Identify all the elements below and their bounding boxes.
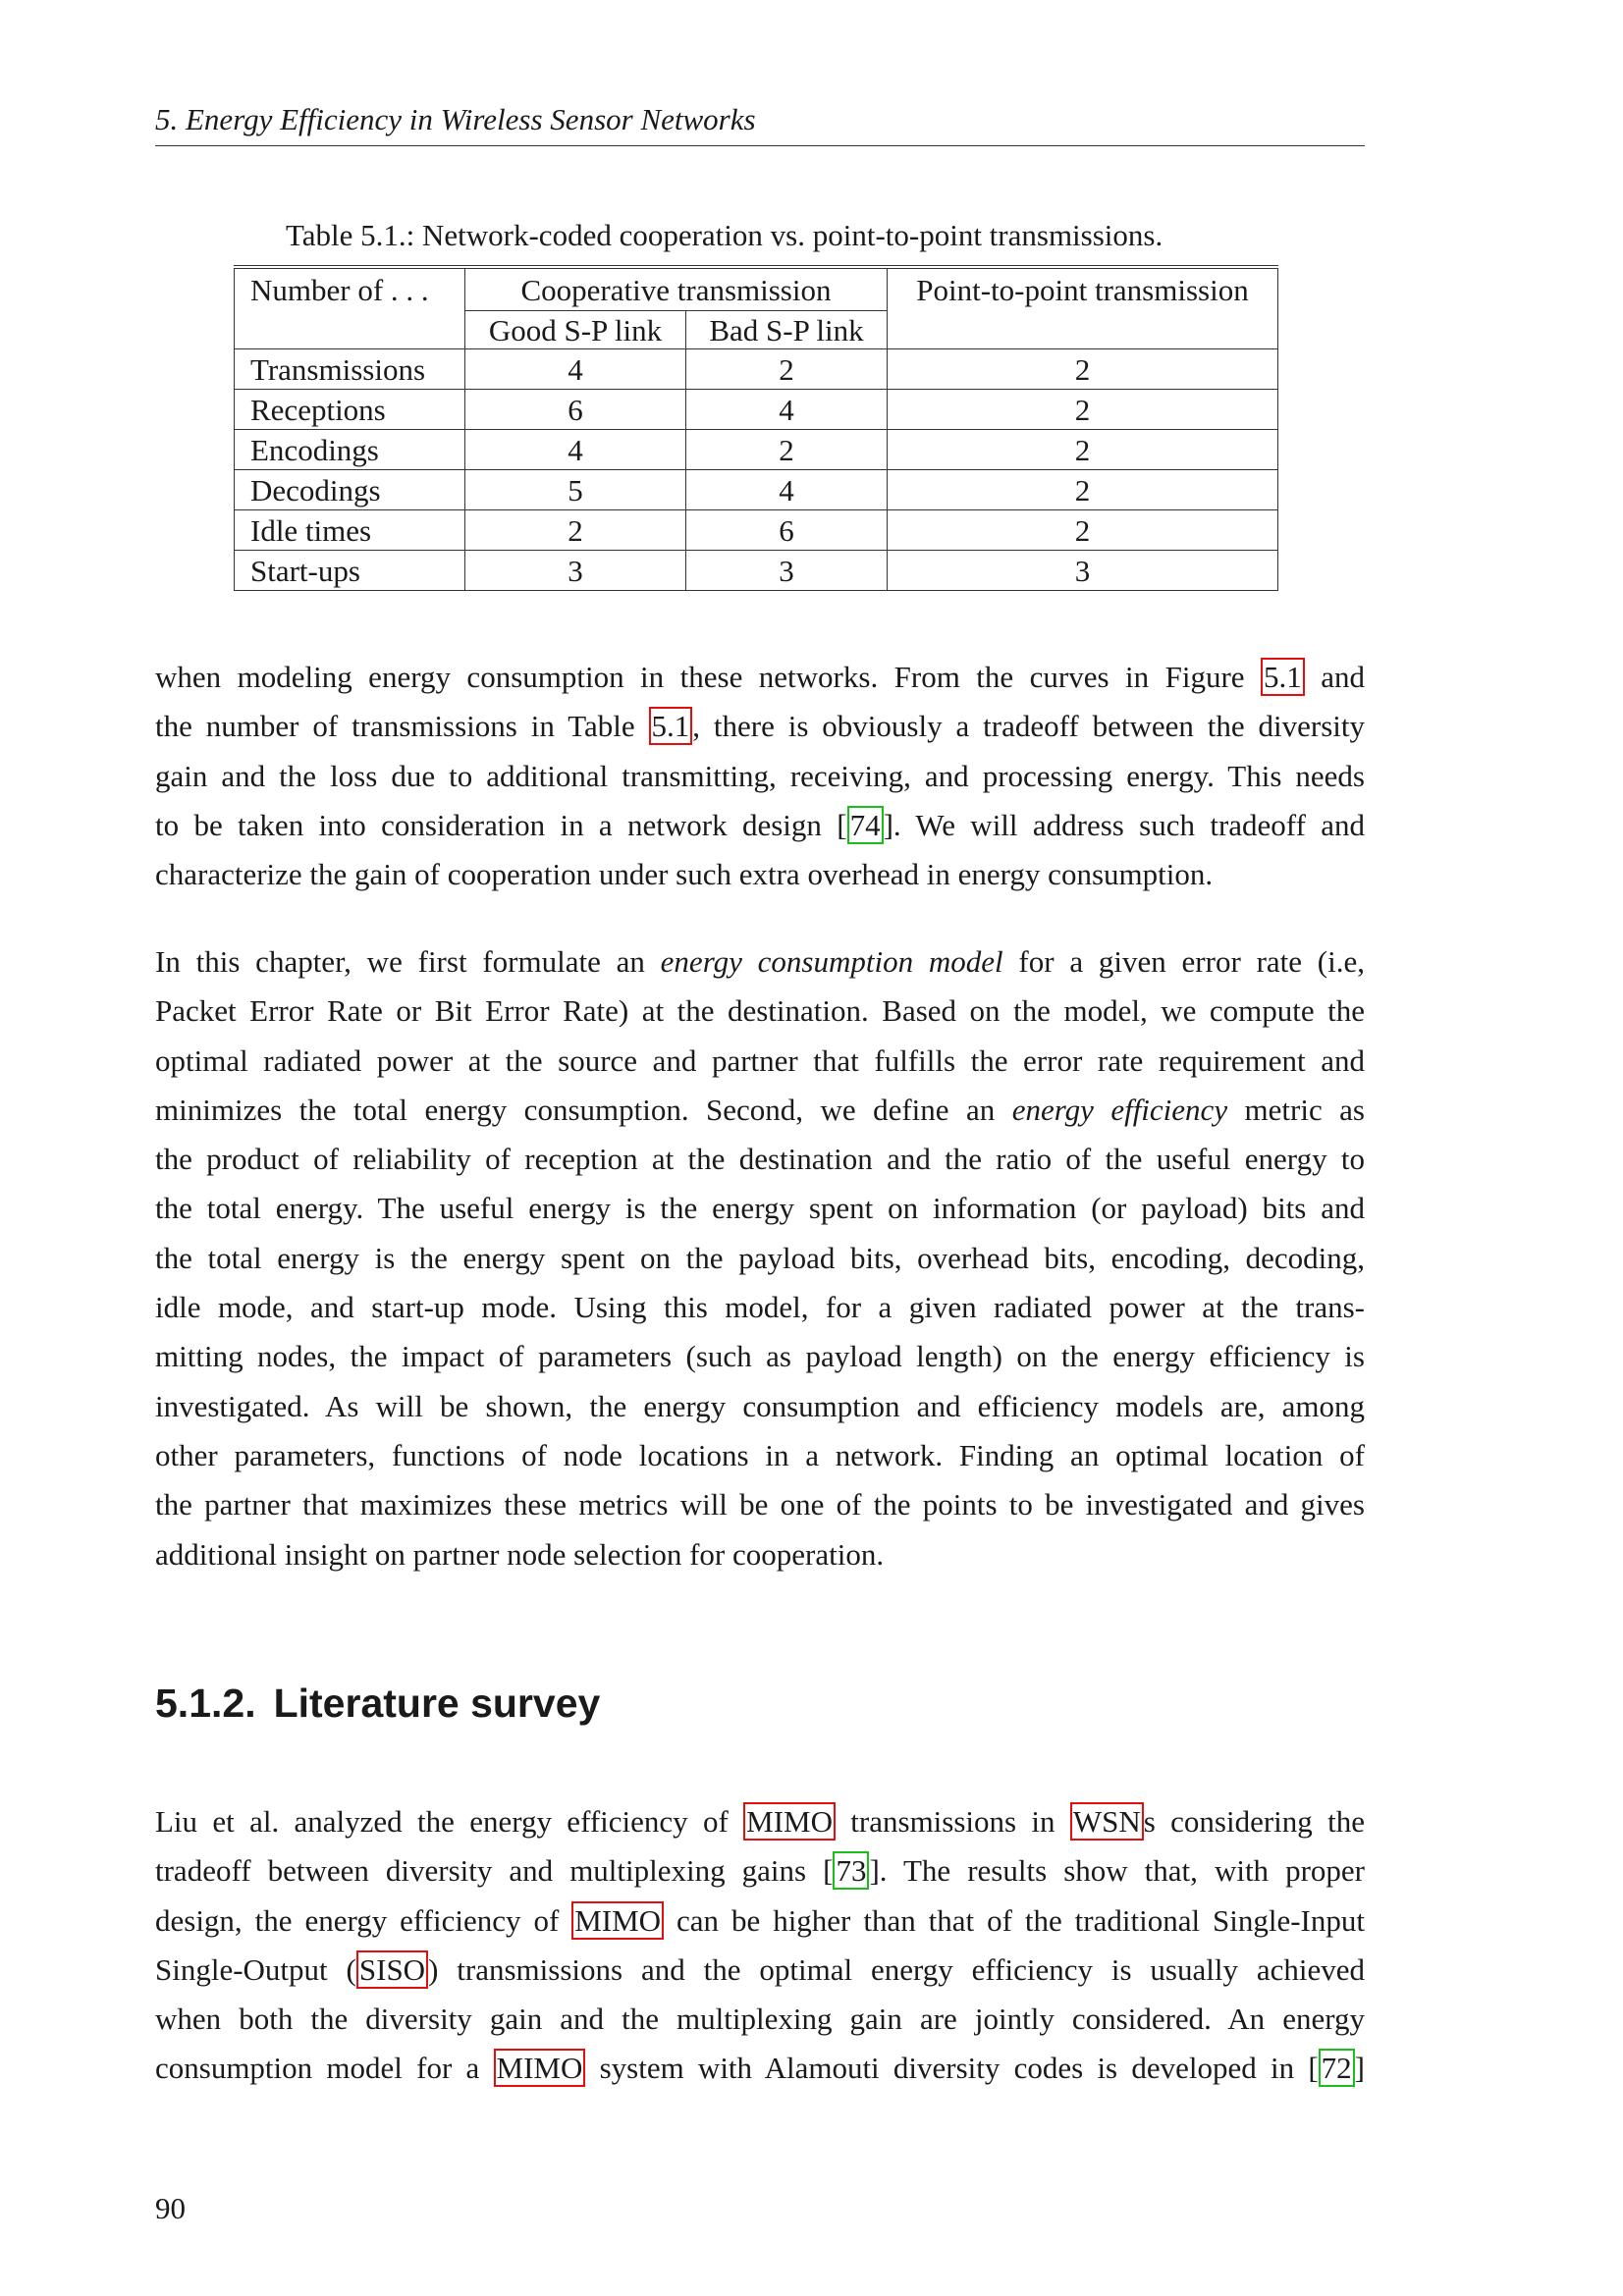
section-title: Literature survey (273, 1681, 601, 1726)
cell-good: 2 (465, 510, 686, 551)
cell-good: 4 (465, 349, 686, 390)
paragraph-1: when modeling energy consumption in these networks. From the curves in Figure 5.1 and the number of transmissions in Table 5.1, there is obviously a tradeoff between the diversity gain and the loss due to additional transmitting, receiving, and processing energy. This needs to be taken into consideration in a network design [74]. We will address such tradeoff and characterize the gain of cooperation under such extra overhead in energy consumption. (155, 660, 1365, 892)
section-heading (155, 1681, 600, 1727)
acronym-link[interactable]: SISO (356, 1950, 428, 1989)
paragraph-2: In this chapter, we first formulate an energy consumption model for a given error rate (i.e, Packet Error Rate or Bit Error Rate) at the destination. Based on the model, we compute the optimal radiated power at the source and partner that fulfills the error rate requirement and minimizes the total energy consumption. Second, we define an energy efficiency metric as the product of reliability of reception at the destination and the ratio of the useful energy to the total energy. The useful energy is the energy spent on information (or payload) bits and the total energy is the energy spent on the payload bits, overhead bits, encoding, decoding, idle mode, and start-up mode. Using this model, for a given radiated power at the trans- mitting nodes, the impact of parameters (such as payload length) on the energy efficiency is investigated. As will be shown, the energy consumption and efficiency models are, among other parameters, functions of node locations in a network. Finding an optimal location of the partner that maximizes these metrics will be one of the points to be investigated and gives additional insight on partner node selection for cooperation. (155, 944, 1365, 1572)
table-header-row (235, 267, 1278, 311)
cell-p2p: 2 (888, 470, 1278, 510)
cell-p2p: 2 (888, 390, 1278, 430)
cell-bad: 2 (686, 349, 888, 390)
table-subheader-row (235, 311, 1278, 349)
acronym-link[interactable]: MIMO (494, 2049, 586, 2087)
cell-p2p: 2 (888, 510, 1278, 551)
paragraph-3: Liu et al. analyzed the energy efficiency of MIMO transmissions in WSNs considering the tradeoff between diversity and multiplexing gains [73]. The results show that, with proper design, the energy efficiency of MIMO can be higher than that of the traditional Single-Input Single-Output (SISO) transmissions and the optimal energy efficiency is usually achieved when both the diversity gain and the multiplexing gain are jointly considered. An energy consumption model for a MIMO system with Alamouti diversity codes is developed in [72] (155, 1804, 1365, 2086)
citation-link[interactable]: 72 (1319, 2049, 1355, 2087)
citation-link[interactable]: 74 (847, 806, 884, 844)
cell-good: 3 (465, 551, 686, 591)
row-label: Receptions (235, 390, 465, 430)
table-row (235, 430, 1278, 470)
table-row (235, 349, 1278, 390)
acronym-link[interactable]: WSN (1070, 1802, 1144, 1841)
row-label: Idle times (235, 510, 465, 551)
header-number-of: Number of . . . (235, 267, 465, 311)
row-label: Start-ups (235, 551, 465, 591)
citation-link[interactable]: 73 (833, 1851, 869, 1890)
header-good-sp: Good S-P link (465, 311, 686, 349)
header-cooperative: Cooperative transmission (465, 267, 888, 311)
acronym-link[interactable]: MIMO (571, 1901, 664, 1940)
acronym-link[interactable]: MIMO (743, 1802, 836, 1841)
cell-good: 4 (465, 430, 686, 470)
table-caption: Table 5.1.: Network-coded cooperation vs. point-to-point transmissions. (286, 218, 1163, 252)
row-label: Encodings (235, 430, 465, 470)
running-header-title: 5. Energy Efficiency in Wireless Sensor Networks (155, 102, 756, 136)
cell-p2p: 2 (888, 430, 1278, 470)
cell-bad: 3 (686, 551, 888, 591)
header-bad-sp: Bad S-P link (686, 311, 888, 349)
row-label: Decodings (235, 470, 465, 510)
cell-good: 6 (465, 390, 686, 430)
cell-good: 5 (465, 470, 686, 510)
cell-bad: 6 (686, 510, 888, 551)
cell-p2p: 3 (888, 551, 1278, 591)
page-number: 90 (155, 2191, 186, 2225)
header-point-to-point: Point-to-point transmission (888, 267, 1278, 311)
row-label: Transmissions (235, 349, 465, 390)
section-number: 5.1.2. (155, 1681, 256, 1726)
figure-ref-link[interactable]: 5.1 (1261, 658, 1305, 696)
table-row (235, 470, 1278, 510)
table-row (235, 390, 1278, 430)
cell-bad: 4 (686, 470, 888, 510)
table-row (235, 510, 1278, 551)
cell-bad: 2 (686, 430, 888, 470)
running-header (155, 102, 1365, 146)
cell-bad: 4 (686, 390, 888, 430)
cell-p2p: 2 (888, 349, 1278, 390)
table-ref-link[interactable]: 5.1 (649, 707, 693, 745)
comparison-table (234, 265, 1278, 591)
table-row (235, 551, 1278, 591)
